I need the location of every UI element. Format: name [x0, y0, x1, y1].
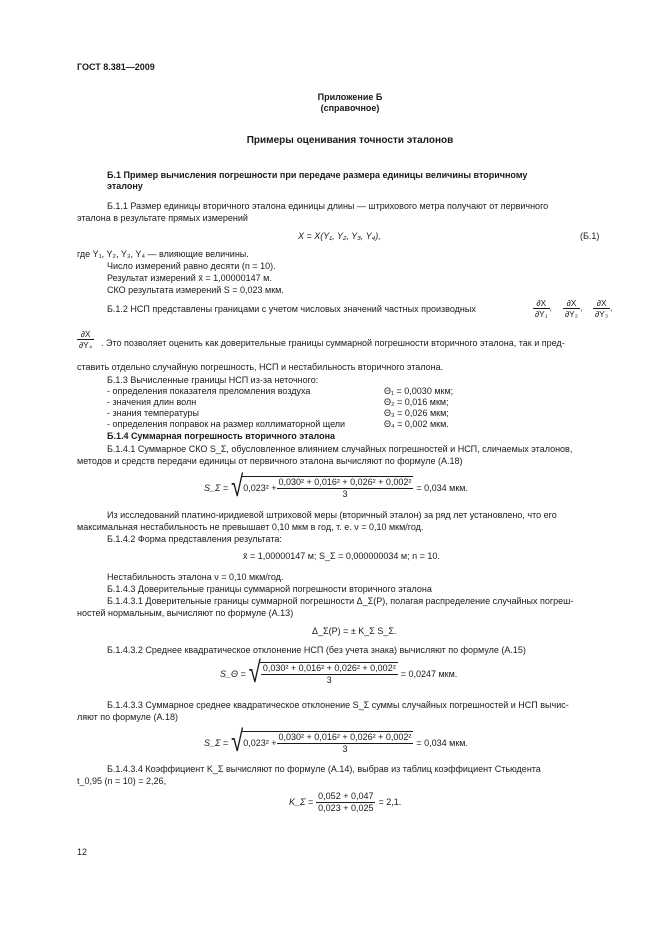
paragraph-b1433-cont: ляют по формуле (А.18): [77, 712, 178, 722]
page-number: 12: [77, 847, 88, 857]
nsp-item-label: - значения длин волн: [107, 397, 197, 407]
nsp-item-label: - определения поправок на размер коллиматорной щели: [107, 419, 346, 429]
paragraph-nu: Нестабильность эталона ν = 0,10 мкм/год.: [107, 572, 284, 582]
nsp-item-value: Θ₁ = 0,0030 мкм;: [384, 386, 454, 396]
paragraph-b141: Б.1.4.1 Суммарное СКО S_Σ, обусловленное влиянием случайных погрешностей и НСП, сличаемых эталонов,: [107, 444, 573, 454]
sko-line: СКО результата измерений S = 0,023 мкм.: [107, 285, 284, 295]
formula-s-sigma-2: S_Σ = √ 0,023² + $\frac{\text{0,030² + 0,016² + 0,026² + 0,002²}}{3}$ = 0,034 мкм.: [204, 724, 468, 758]
paragraph-b12-cont2: ставить отдельно случайную погрешность, НСП и нестабильность вторичного эталона.: [77, 362, 444, 372]
paragraph-b1434: Б.1.4.3.4 Коэффициент K_Σ вычисляют по формуле (А.14), выбрав из таблиц коэффициент Стьюдента: [107, 764, 541, 774]
nsp-item-value: Θ₃ = 0,026 мкм;: [384, 408, 449, 418]
paragraph-b143: Б.1.4.3 Доверительные границы суммарной погрешности вторичного эталона: [107, 584, 432, 594]
formula-b1: X = X(Y₁, Y₂, Y₃, Y₄),: [298, 231, 381, 241]
derivative-2: $\frac{\partial X}{\text{∂Y₂}}$ ,: [565, 298, 583, 319]
paragraph-b142: Б.1.4.2 Форма представления результата:: [107, 534, 282, 544]
formula-s-sigma: S_Σ = √ 0,023² + $\frac{\text{0,030² + 0,016² + 0,026² + 0,002²}}{3}$ = 0,034 мкм.: [204, 469, 468, 503]
result-line: Результат измерений x̄ = 1,00000147 м.: [107, 273, 272, 283]
paragraph-b11: Б.1.1 Размер единицы вторичного эталона единицы длины — штрихового метра получают от первичного: [107, 201, 549, 211]
paragraph-b1431: Б.1.4.3.1 Доверительные границы суммарной погрешности Δ_Σ(P), полагая распределение случайных погреш-: [107, 596, 574, 606]
paragraph-b141-cont: методов и средств передачи единицы от первичного эталона вычисляют по формуле (А.18): [77, 456, 463, 466]
section-heading: Б.1 Пример вычисления погрешности при передаче размера единицы величины вторичному: [107, 170, 528, 180]
formula-k-sigma: K_Σ = $\frac{0,052 + 0,047}{0,023 + 0,025}$ = 2,1.: [289, 791, 402, 813]
nsp-item-label: - знания температуры: [107, 408, 199, 418]
main-title: Примеры оценивания точности эталонов: [246, 135, 454, 146]
derivative-4: $\frac{\partial X}{\text{∂Y₄}}$: [79, 329, 93, 350]
paragraph-b1431-cont: ностей нормальным, вычисляют по формуле (А.13): [77, 608, 294, 618]
paragraph-b12-cont: . Это позволяет оценить как доверительные границы суммарной погрешности вторичного эталона, так и пред-: [101, 338, 565, 348]
document-id: ГОСТ 8.381—2009: [77, 62, 155, 72]
nsp-item-value: Θ₄ = 0,002 мкм.: [384, 419, 449, 429]
formula-number: (Б.1): [580, 231, 600, 241]
nsp-item-value: Θ₂ = 0,016 мкм;: [384, 397, 449, 407]
n-measure: Число измерений равно десяти (n = 10).: [107, 261, 276, 271]
paragraph-instability: Из исследований платино-иридиевой штриховой меры (вторичный эталон) за ряд лет установлено, что его: [107, 510, 557, 520]
formula-result-form: x̄ = 1,00000147 м; S_Σ = 0,000000034 м; n = 10.: [243, 551, 440, 561]
appendix-subtitle: (справочное): [320, 103, 380, 113]
paragraph-b12: Б.1.2 НСП представлены границами с учетом числовых значений частных производных: [107, 304, 476, 314]
paragraph-b1433: Б.1.4.3.3 Суммарное среднее квадратическое отклонение S_Σ суммы случайных погрешностей и НСП вычис-: [107, 700, 569, 710]
formula-s-theta: S_Θ = √ $\frac{\text{0,030² + 0,016² + 0,026² + 0,002²}}{3}$ = 0,0247 мкм.: [220, 655, 458, 689]
paragraph-b11-cont: эталона в результате прямых измерений: [77, 213, 248, 223]
paragraph-b13: Б.1.3 Вычисленные границы НСП из-за неточного:: [107, 375, 319, 385]
paragraph-b1432: Б.1.4.3.2 Среднее квадратическое отклонение НСП (без учета знака) вычисляют по формуле (А.15): [107, 645, 526, 655]
formula-delta: Δ_Σ(P) = ± K_Σ S_Σ.: [312, 626, 397, 636]
derivative-3: $\frac{\partial X}{\text{∂Y₃}}$ ,: [595, 298, 613, 319]
appendix-title: Приложение Б: [317, 92, 383, 102]
section-heading-b14: Б.1.4 Суммарная погрешность вторичного эталона: [107, 431, 336, 441]
derivative-1: $\frac{\partial X}{\text{∂Y₁}}$ ,: [535, 298, 552, 319]
section-heading-cont: эталону: [107, 181, 143, 191]
paragraph-instability-cont: максимальная нестабильность не превышает 0,10 мкм в год, т. е. ν = 0,10 мкм/год.: [77, 522, 424, 532]
where-line: где Y₁, Y₂, Y₃, Y₄ — влияющие величины.: [77, 249, 249, 259]
paragraph-b1434-cont: t_0,95 (n = 10) = 2,26,: [77, 776, 167, 786]
nsp-item-label: - определения показателя преломления воздуха: [107, 386, 311, 396]
